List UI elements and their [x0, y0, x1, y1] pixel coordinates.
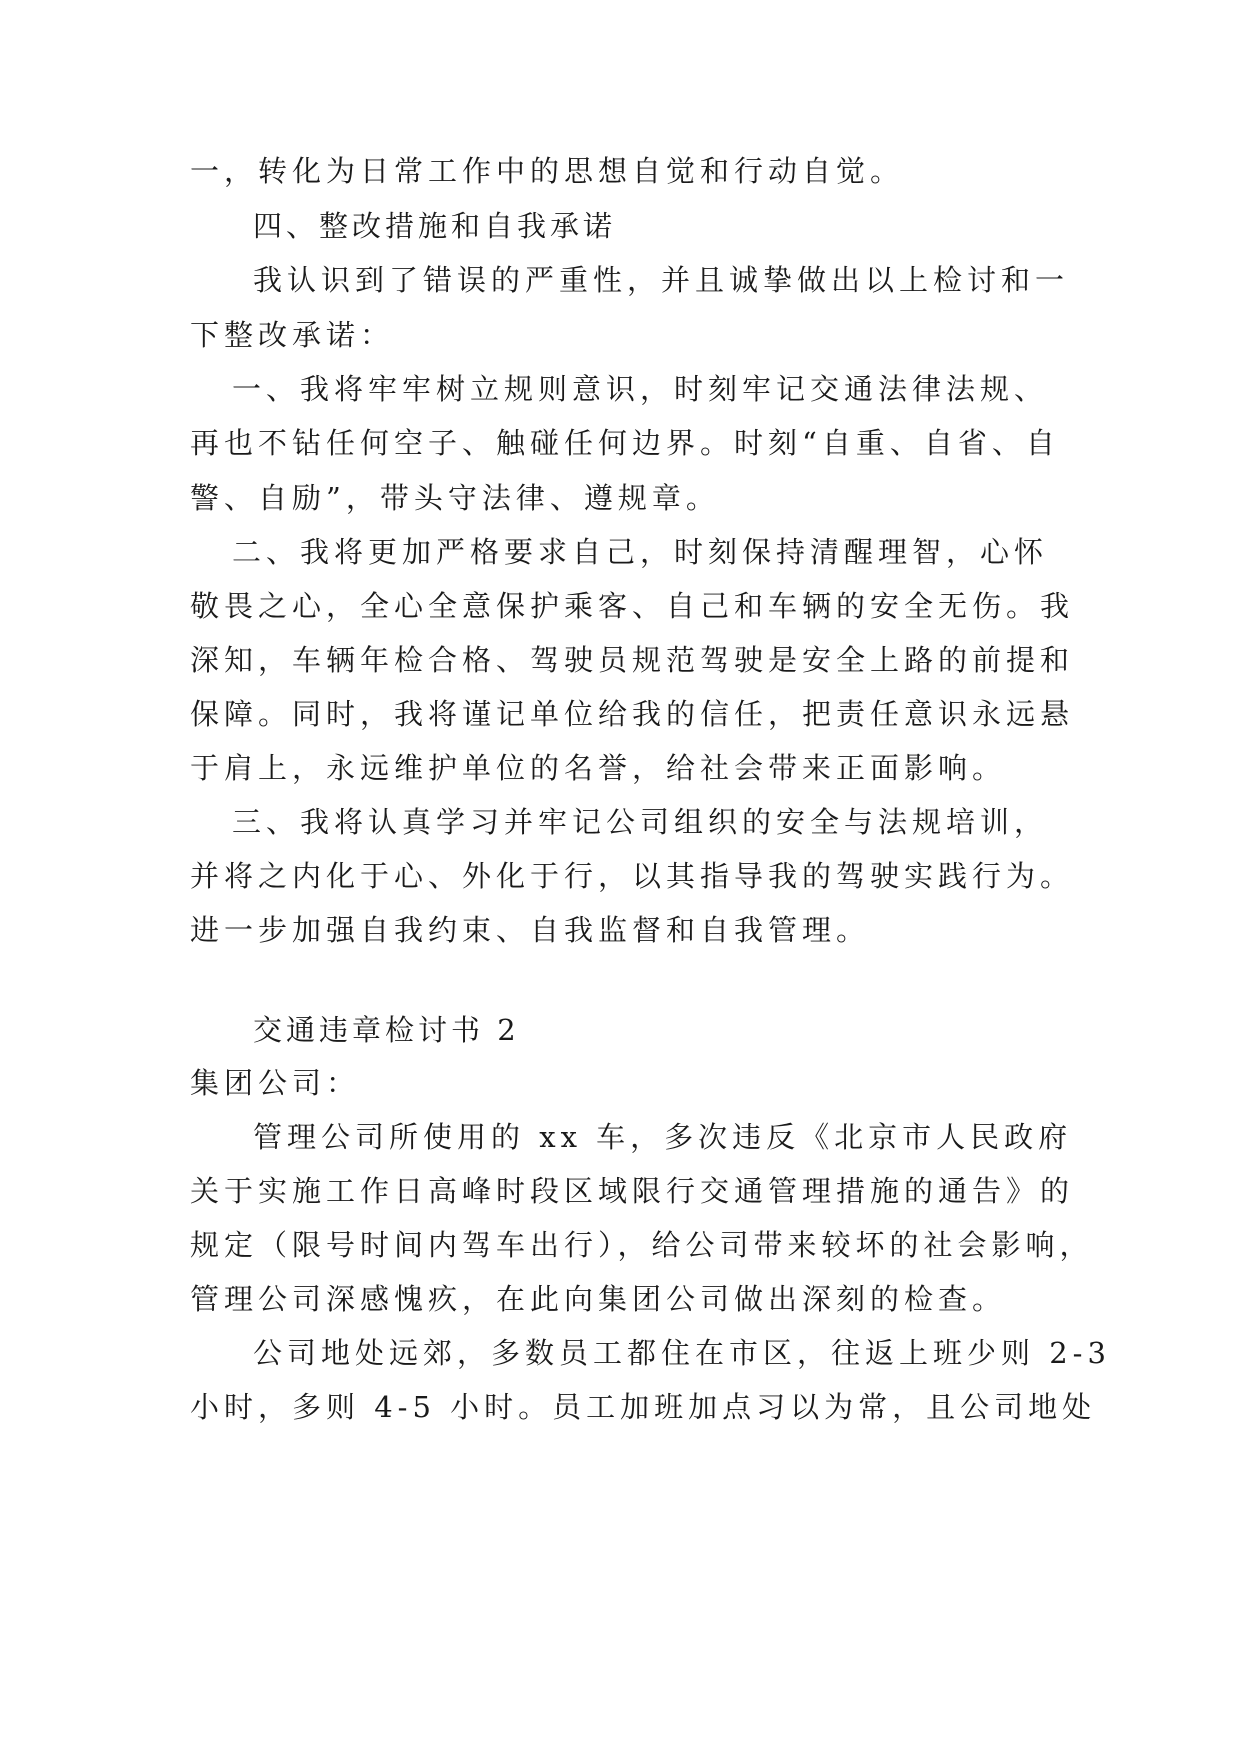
body-text-line: 深知，车辆年检合格、驾驶员规范驾驶是安全上路的前提和 [190, 643, 1075, 677]
body-text-line: 二、我将更加严格要求自己，时刻保持清醒理智，心怀 [232, 535, 1049, 569]
body-text-line: 一、我将牢牢树立规则意识，时刻牢记交通法律法规、 [232, 372, 1049, 406]
body-text-line: 警、自励”，带头守法律、遵规章。 [190, 481, 720, 515]
body-text-line: 保障。同时，我将谨记单位给我的信任，把责任意识永远悬 [190, 697, 1075, 731]
body-text-line: 三、我将认真学习并牢记公司组织的安全与法规培训， [232, 805, 1049, 839]
section-heading: 四、整改措施和自我承诺 [253, 209, 617, 243]
document-title: 交通违章检讨书 2 [253, 1013, 520, 1047]
body-text-line: 并将之内化于心、外化于行，以其指导我的驾驶实践行为。 [190, 859, 1075, 893]
body-text-line: 我认识到了错误的严重性，并且诚挚做出以上检讨和一 [253, 263, 1070, 297]
body-text-line: 进一步加强自我约束、自我监督和自我管理。 [190, 913, 871, 947]
salutation: 集团公司： [190, 1066, 361, 1100]
body-text-line: 公司地处远郊，多数员工都住在市区，往返上班少则 2-3 [253, 1336, 1111, 1370]
body-text-line: 管理公司所使用的 xx 车，多次违反《北京市人民政府 [253, 1120, 1073, 1154]
body-text-line: 小时，多则 4-5 小时。员工加班加点习以为常，且公司地处 [190, 1390, 1097, 1424]
body-text-line: 关于实施工作日高峰时段区域限行交通管理措施的通告》的 [190, 1174, 1075, 1208]
body-text-line: 下整改承诺： [190, 318, 395, 352]
body-text-line: 规定（限号时间内驾车出行），给公司带来较坏的社会影响， [190, 1228, 1094, 1262]
body-text-line: 一，转化为日常工作中的思想自觉和行动自觉。 [190, 154, 905, 188]
body-text-line: 于肩上，永远维护单位的名誉，给社会带来正面影响。 [190, 751, 1007, 785]
body-text-line: 再也不钻任何空子、触碰任何边界。时刻“自重、自省、自 [190, 426, 1060, 460]
body-text-line: 敬畏之心，全心全意保护乘客、自己和车辆的安全无伤。我 [190, 589, 1075, 623]
body-text-line: 管理公司深感愧疚，在此向集团公司做出深刻的检查。 [190, 1282, 1007, 1316]
